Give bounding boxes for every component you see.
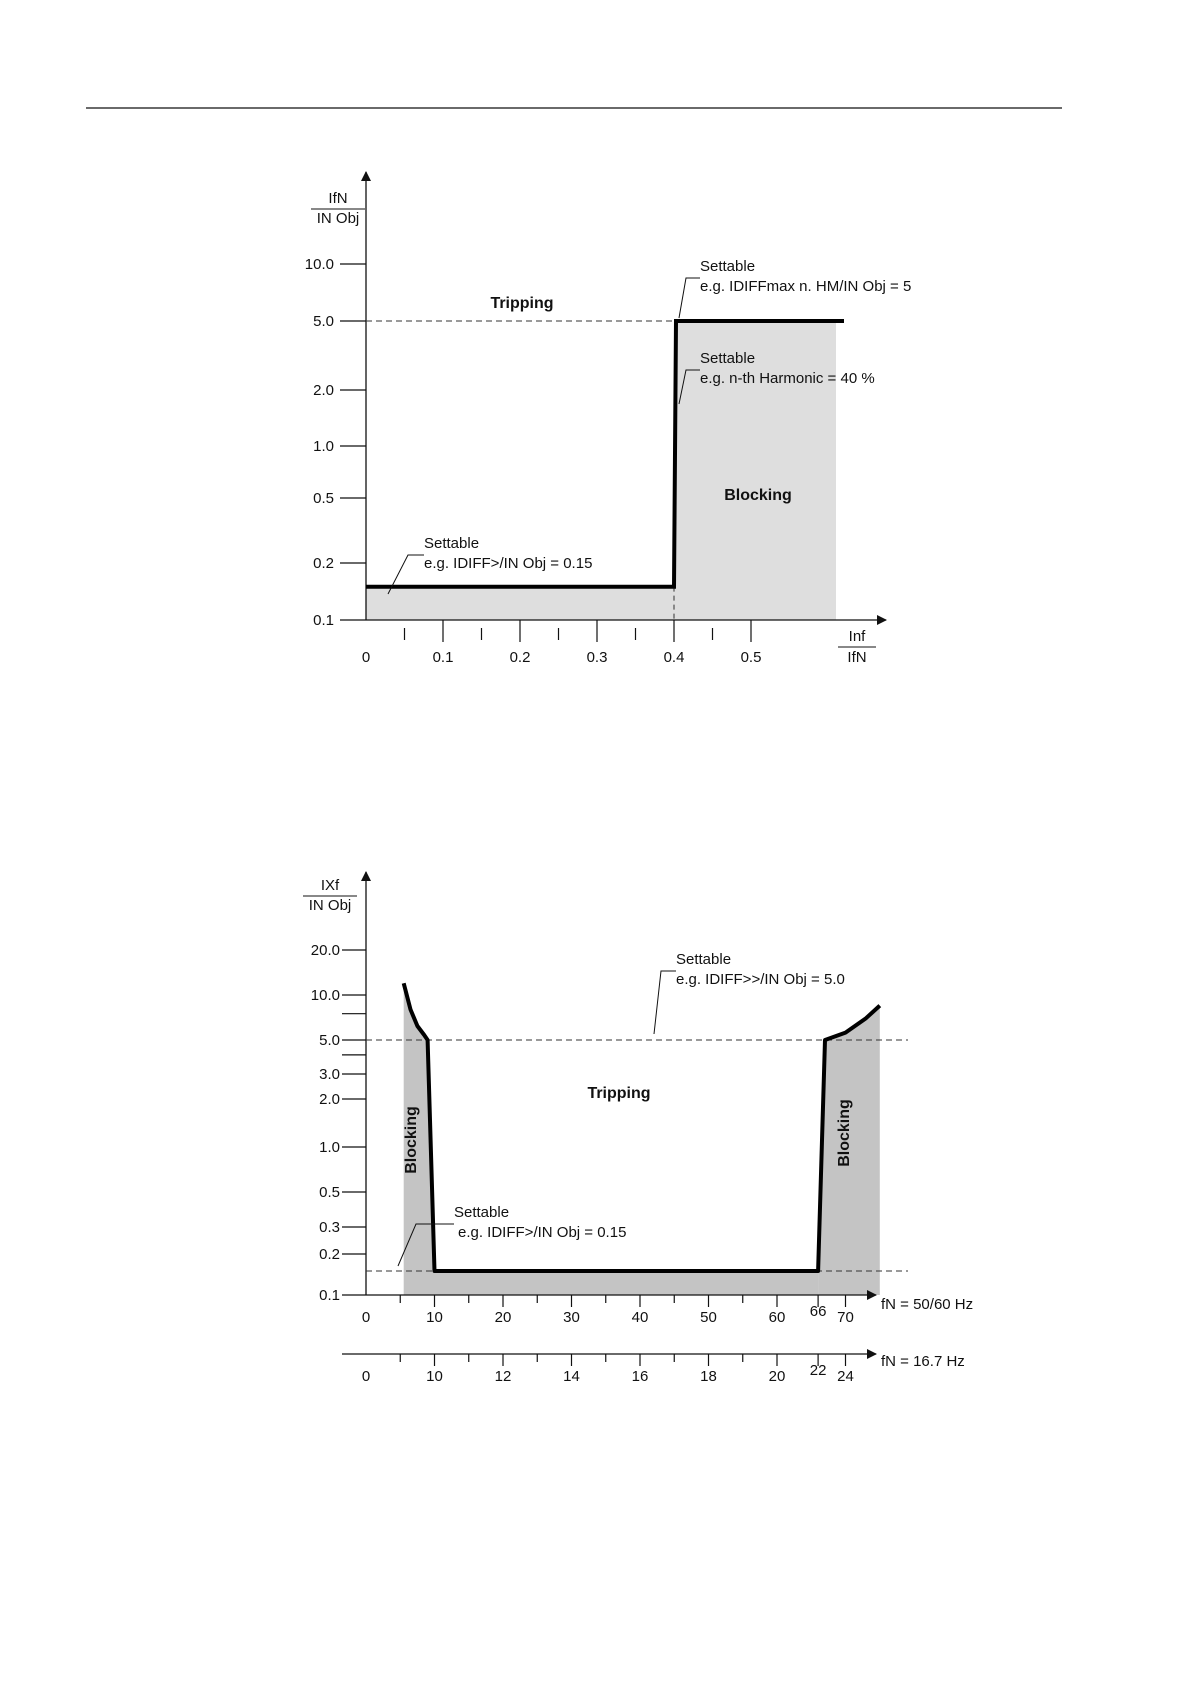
- c2-ylabel-num: IXf: [320, 877, 340, 894]
- c2-y-tick-label: 10.0: [310, 987, 340, 1004]
- c1-y-tick-label: 5.0: [313, 313, 334, 330]
- c1-x-tick-label: 0.2: [509, 649, 531, 666]
- c1-annotation-hm-leader: [679, 278, 700, 318]
- c2-y-tick-label: 0.2: [319, 1246, 340, 1263]
- c2-y-tick-label: 20.0: [310, 942, 340, 959]
- c2-x-tick-label: 66: [809, 1303, 827, 1320]
- c1-ylabel-num: IfN: [328, 190, 348, 207]
- c1-annotation-hm-line2: e.g. IDIFFmax n. HM/IN Obj = 5: [700, 278, 912, 295]
- c2-x2-tick-label: 10: [426, 1368, 443, 1385]
- c2-x-ticks: [362, 1295, 854, 1326]
- c1-y-tick-label: 10.0: [304, 256, 334, 273]
- c2-x2-ticks: [362, 1354, 854, 1385]
- c1-ylabel-den: IN Obj: [316, 210, 360, 227]
- c1-region-blocking: Blocking: [724, 487, 792, 504]
- c2-xlabel2: fN = 16.7 Hz: [881, 1353, 965, 1370]
- c2-x2-tick-label: 22: [809, 1362, 827, 1379]
- c2-y-tick-label: 2.0: [319, 1091, 340, 1108]
- c1-annotation-harmonic-line1: Settable: [700, 350, 756, 367]
- c2-annotation-low-line2: e.g. IDIFF>/IN Obj = 0.15: [458, 1224, 627, 1241]
- c2-x2-tick-label: 0: [361, 1368, 371, 1385]
- c2-y-tick-label: 3.0: [319, 1066, 340, 1083]
- c1-blocking-fill: [366, 321, 836, 620]
- c2-x-tick-label: 20: [494, 1309, 512, 1326]
- c2-xlabel: fN = 50/60 Hz: [881, 1296, 974, 1313]
- c1-annotation-idiff-line2: e.g. IDIFF>/IN Obj = 0.15: [424, 555, 593, 572]
- c2-blocking-fill-bottom: [435, 1271, 819, 1295]
- c1-x-tick-label: 0.1: [432, 649, 454, 666]
- c1-xlabel-num: Inf: [848, 628, 866, 645]
- c2-x-tick-label: 50: [700, 1309, 717, 1326]
- c1-x-tick-label: 0: [361, 649, 371, 666]
- c2-x-tick-label: 60: [768, 1309, 786, 1326]
- c1-y-tick-label: 0.1: [313, 612, 334, 629]
- c1-region-tripping: Tripping: [490, 295, 554, 312]
- c2-x2-tick-label: 18: [700, 1368, 717, 1385]
- chart-1: [305, 172, 912, 666]
- c2-annotation-low-line1: Settable: [454, 1204, 510, 1221]
- c1-y-ticks: [305, 256, 366, 629]
- chart-2: [303, 872, 973, 1385]
- c2-x-tick-label: 0: [361, 1309, 371, 1326]
- c1-y-tick-label: 0.5: [313, 490, 334, 507]
- c2-x2-tick-label: 16: [631, 1368, 649, 1385]
- c2-annotation-high-line1: Settable: [676, 951, 732, 968]
- c1-annotation-hm-line1: Settable: [700, 258, 756, 275]
- c2-x-tick-label: 30: [563, 1309, 580, 1326]
- c2-y-tick-label: 5.0: [319, 1032, 340, 1049]
- c2-y-tick-label: 0.3: [319, 1219, 340, 1236]
- c1-xlabel-den: IfN: [847, 649, 867, 666]
- c2-region-tripping: Tripping: [587, 1085, 651, 1102]
- c1-x-tick-label: 0.3: [586, 649, 608, 666]
- c1-annotation-harmonic-line2: e.g. n-th Harmonic = 40 %: [700, 370, 875, 387]
- c2-y-ticks: [311, 942, 366, 1304]
- c2-y-tick-label: 1.0: [319, 1139, 340, 1156]
- c2-x2-tick-label: 14: [563, 1368, 580, 1385]
- c2-x2-tick-label: 12: [494, 1368, 512, 1385]
- c1-y-tick-label: 0.2: [313, 555, 334, 572]
- c1-y-tick-label: 1.0: [313, 438, 334, 455]
- c2-x-tick-label: 40: [631, 1309, 649, 1326]
- c2-x-tick-label: 10: [426, 1309, 443, 1326]
- c1-x-tick-label: 0.5: [740, 649, 762, 666]
- c1-annotation-idiff-line1: Settable: [424, 535, 480, 552]
- c2-y-tick-label: 0.5: [319, 1184, 340, 1201]
- c2-x2-tick-label: 24: [837, 1368, 854, 1385]
- c2-region-blocking-left: Blocking: [403, 1106, 420, 1174]
- c2-x2-tick-label: 20: [768, 1368, 786, 1385]
- c2-annotation-high-leader: [654, 971, 676, 1034]
- c2-ylabel-den: IN Obj: [308, 897, 352, 914]
- c2-annotation-high-line2: e.g. IDIFF>>/IN Obj = 5.0: [676, 971, 845, 988]
- c2-x-tick-label: 70: [837, 1309, 854, 1326]
- c2-region-blocking-right: Blocking: [836, 1099, 853, 1167]
- c1-y-tick-label: 2.0: [313, 382, 334, 399]
- c1-x-tick-label: 0.4: [663, 649, 685, 666]
- c2-y-tick-label: 0.1: [319, 1287, 340, 1304]
- c1-x-ticks: [362, 620, 762, 666]
